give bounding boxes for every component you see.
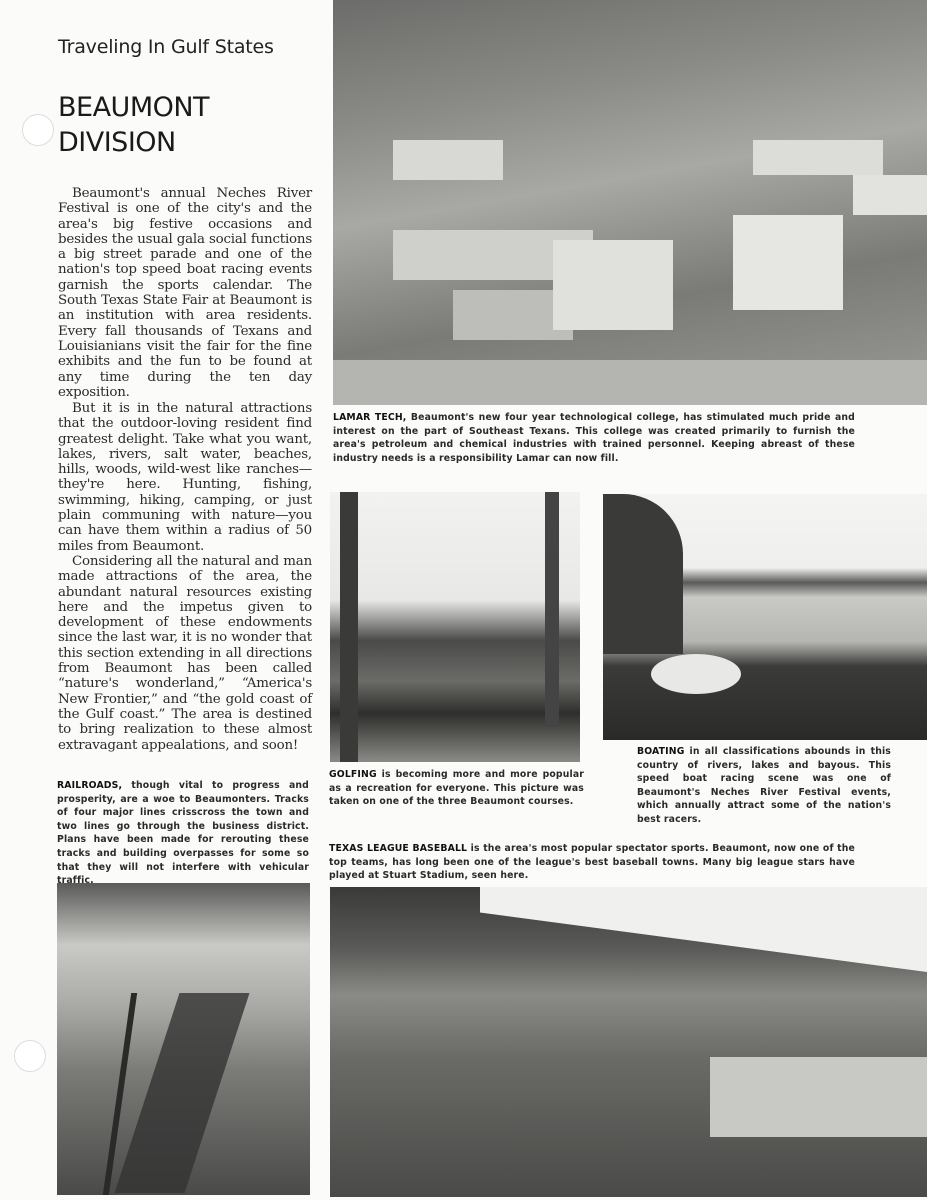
article-paragraph: Considering all the natural and man made attractions of the area, the abundant natural resources existing here and the impetus given to development of these endowments since the last war, it is no wonder that this section extending in all directions from Beaumont has been called “nature's wonderland,” “America's New Frontier,” and “the gold coast of the Gulf coast.” The area is destined to bring realization to these almost extravagant appealations, and soon! [58, 554, 312, 753]
caption-text: in all classifications abounds in this country of rivers, lakes and bayous. This speed boat racing scene was one of Beaumont's Neches River Festival events, which annually attract some of the nation's best racers. [637, 746, 891, 825]
caption-text: is becoming more and more popular as a recreation for everyone. This picture was taken on one of the three Beaumont courses. [329, 769, 584, 808]
baseball-stadium-photo [330, 887, 927, 1197]
article-paragraph: Beaumont's annual Neches River Festival is one of the city's and the area's big festive occasions and besides the usual gala social functions a big street parade and one of the nation's top speed boat racing events garnish the sports calendar. The South Texas State Fair at Beaumont is an institution with area residents. Every fall thousands of Texans and Louisianians visit the fair for the fine exhibits and the fun to be found at any time during the ten day exposition. [58, 186, 312, 400]
caption-text: is the area's most popular spectator sports. Beaumont, now one of the top teams, has long been one of the league's best baseball towns. Many big league stars have played at Stuart Stadium, seen here. [329, 843, 855, 882]
caption-lead: RAILROADS, [57, 780, 123, 791]
page-title [58, 90, 209, 160]
baseball-caption [329, 842, 855, 883]
golfing-photo [330, 492, 580, 762]
caption-lead: LAMAR TECH, [333, 412, 407, 423]
lamar-tech-caption [333, 411, 855, 465]
boating-photo [603, 494, 927, 740]
title-line: BEAUMONT [58, 92, 210, 123]
railroads-caption [57, 779, 309, 888]
section-kicker: Traveling In Gulf States [58, 36, 274, 58]
caption-text: Beaumont's new four year technological college, has stimulated much pride and interest on the part of Southeast Texans. This college was created primarily to furnish the area's petroleum and chemical industries with trained personnel. Keeping abreast of these industry needs is a responsibility Lamar can now fill. [333, 412, 855, 464]
boating-caption [637, 745, 891, 827]
article-paragraph: But it is in the natural attractions that the outdoor-loving resident find greatest delight. Take what you want, lakes, rivers, salt water, beaches, hills, woods, wild-west like ranches—they're here. Hunting, fishing, swimming, hiking, camping, or just plain communing with nature—you can have them within a radius of 50 miles from Beaumont. [58, 401, 312, 554]
punch-hole [22, 114, 54, 146]
caption-lead: BOATING [637, 746, 685, 757]
lamar-tech-aerial-photo [333, 0, 927, 405]
title-line: DIVISION [58, 127, 176, 158]
railroads-photo [57, 883, 310, 1195]
golfing-caption [329, 768, 584, 809]
punch-hole [14, 1040, 46, 1072]
caption-lead: GOLFING [329, 769, 377, 780]
caption-text: though vital to progress and prosperity, are a woe to Beaumonters. Tracks of four major lines crisscross the town and two lines go through the business district. Plans have been made for rerouting these tracks and building overpasses for some so that they will not interfere with vehicular traffic. [57, 780, 309, 887]
caption-lead: TEXAS LEAGUE BASEBALL [329, 843, 468, 854]
